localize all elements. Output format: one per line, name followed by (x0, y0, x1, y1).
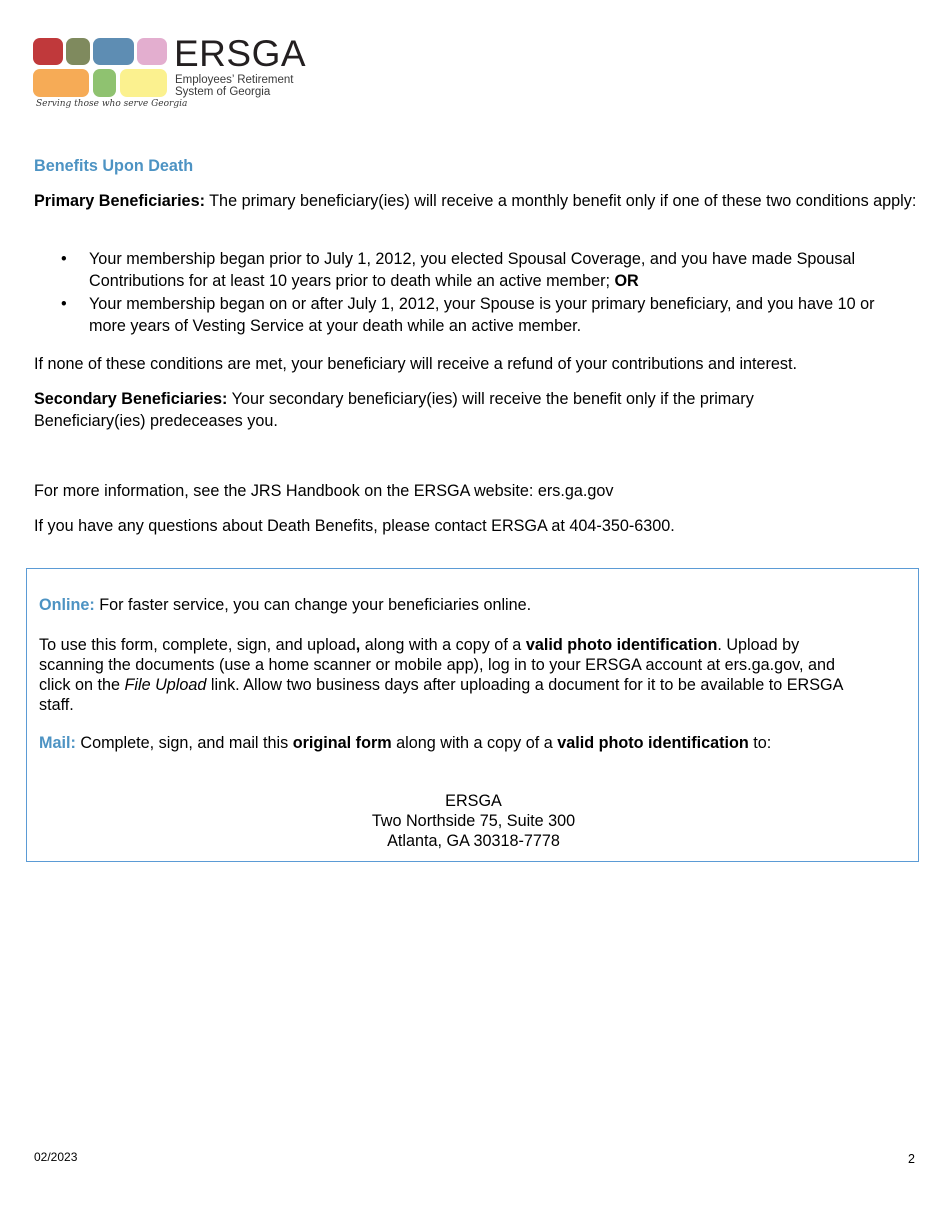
mail-text: Complete, sign, and mail this (75, 734, 293, 752)
mail-line (39, 733, 909, 753)
upload-instructions-line4: staff. (39, 696, 74, 714)
logo-block-red (33, 38, 63, 65)
file-upload-link-text: File Upload (124, 676, 207, 694)
logo-block-orange (33, 69, 89, 97)
logo-block-blue (93, 38, 134, 65)
page-number: 2 (908, 1152, 915, 1166)
upload-text: To use this form, complete, sign, and upload (39, 636, 356, 654)
logo-tagline: Serving those who serve Georgia (36, 99, 188, 109)
mail-text: along with a copy of a (391, 734, 558, 752)
ersga-logo (32, 33, 312, 116)
primary-beneficiaries-paragraph (34, 190, 924, 212)
secondary-beneficiaries-paragraph (34, 388, 924, 432)
logo-block-green (93, 69, 116, 97)
secondary-label: Secondary Beneficiaries: (34, 390, 228, 408)
condition-text: Your membership began prior to July 1, 2012, you elected Spousal Coverage, and you have made Spousal Contributions for at least 10 years prior to death while an active member; (89, 250, 856, 290)
online-line (39, 595, 909, 615)
online-label: Online: (39, 596, 95, 614)
upload-instructions-line3 (39, 675, 909, 695)
logo-block-yellow (120, 69, 167, 97)
upload-instructions-line1 (39, 635, 909, 655)
condition-item (34, 293, 914, 337)
logo-subtitle-line1: Employees’ Retirement (175, 74, 294, 86)
mail-photo-id: valid photo identification (557, 734, 749, 752)
online-text: For faster service, you can change your beneficiaries online. (94, 596, 532, 614)
conditions-list (34, 248, 914, 338)
mail-text: to: (748, 734, 772, 752)
logo-color-blocks (32, 36, 172, 98)
logo-name: ERSGA (174, 33, 307, 74)
bullet-icon: • (61, 250, 67, 268)
address-line3: Atlanta, GA 30318-7778 (387, 832, 560, 850)
logo-subtitle-line2: System of Georgia (175, 86, 271, 98)
logo-block-pink (137, 38, 167, 65)
footer-date: 02/2023 (34, 1150, 78, 1164)
upload-instructions-line2: scanning the documents (use a home scanner or mobile app), log in to your ERSGA account at ers.ga.gov, and (39, 656, 836, 674)
upload-text: along with a copy of a (360, 636, 526, 654)
bullet-icon: • (61, 295, 67, 313)
secondary-text-line2: Beneficiary(ies) predeceases you. (34, 412, 278, 430)
upload-comma: , (355, 636, 361, 654)
address-line1: ERSGA (445, 792, 502, 810)
mail-original-form: original form (292, 734, 392, 752)
primary-text: The primary beneficiary(ies) will receive a monthly benefit only if one of these two conditions apply: (204, 192, 917, 210)
more-info-paragraph: For more information, see the JRS Handbook on the ERSGA website: ers.ga.gov (34, 482, 614, 500)
upload-photo-id: valid photo identification (525, 636, 718, 654)
condition-emphasis: OR (614, 272, 639, 290)
condition-item (34, 248, 914, 292)
section-title: Benefits Upon Death (34, 157, 194, 175)
logo-block-olive (66, 38, 90, 65)
no-conditions-paragraph: If none of these conditions are met, your beneficiary will receive a refund of your contributions and interest. (34, 355, 798, 373)
upload-text: click on the (39, 676, 125, 694)
mail-label: Mail: (39, 734, 76, 752)
primary-label: Primary Beneficiaries: (34, 192, 205, 210)
condition-text: Your membership began on or after July 1, 2012, your Spouse is your primary beneficiary, and you have 10 or more years of Vesting Service at your death while an active member. (89, 295, 875, 335)
submission-info-box (26, 568, 919, 862)
upload-text: . Upload by (717, 636, 800, 654)
upload-text: link. Allow two business days after uploading a document for it to be available to ERSGA (206, 676, 844, 694)
questions-paragraph: If you have any questions about Death Benefits, please contact ERSGA at 404-350-6300. (34, 517, 675, 535)
address-line2: Two Northside 75, Suite 300 (371, 812, 576, 830)
secondary-text-line1: Your secondary beneficiary(ies) will receive the benefit only if the primary (227, 390, 754, 408)
